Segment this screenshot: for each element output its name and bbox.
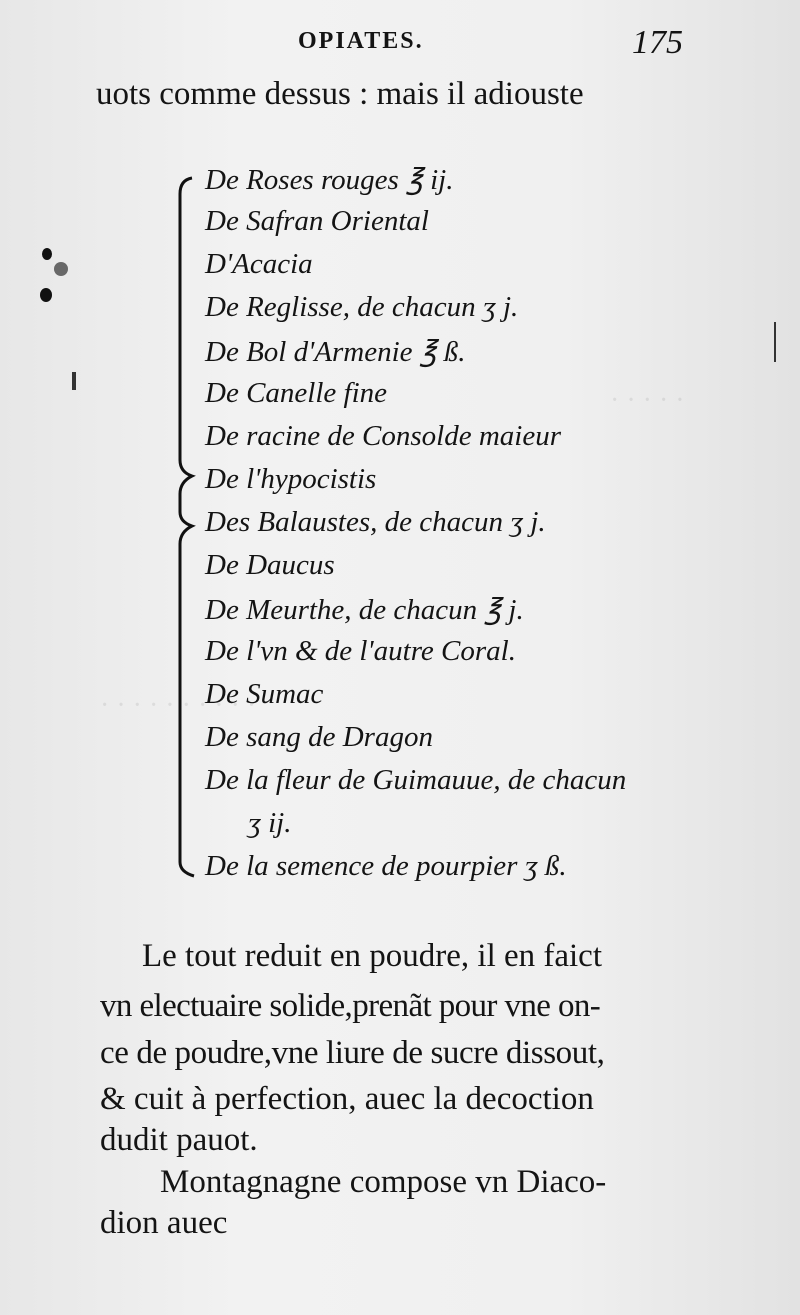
body-line: ce de poudre,vne liure de sucre dissout, [100,1035,605,1071]
body-line: & cuit à perfection, auec la decoction [100,1081,594,1117]
ingredient-line: De Meurthe, de chacun ℥ j. [205,594,524,626]
ingredient-line: D'Acacia [205,248,313,280]
body-line: dudit pauot. [100,1122,258,1158]
ingredient-line: ʒ ij. [248,807,292,839]
opening-line: uots comme dessus : mais il adiouste [96,76,584,112]
ingredient-line: De Roses rouges ℥ ij. [205,164,454,196]
ingredient-brace [170,160,210,890]
ingredient-line: De Safran Oriental [205,205,429,237]
ink-blot [42,248,52,260]
ingredient-line: Des Balaustes, de chacun ʒ j. [205,506,546,538]
ingredient-line: De l'vn & de l'autre Coral. [205,635,516,667]
page-number: 175 [632,24,683,61]
ink-mark [72,372,76,390]
ingredient-line: De la semence de pourpier ʒ ß. [205,850,567,882]
running-title: OPIATES. [298,28,424,54]
body-line: Montagnagne compose vn Diaco- [160,1164,607,1200]
ingredient-line: De Bol d'Armenie ℥ ß. [205,336,466,368]
ink-blot [54,262,68,276]
body-line: vn electuaire solide,prenãt pour vne on- [100,988,601,1024]
show-through-text: · · · · · · · · · · [100,690,257,721]
ingredient-line: De Canelle fine [205,377,388,409]
ink-blot [40,288,52,302]
ingredient-line: De l'hypocistis [205,463,377,495]
ingredient-line: De Daucus [205,549,335,581]
ingredient-line: De Sumac [205,678,324,710]
show-through-text: · · · · · [610,385,685,416]
body-line: dion auec [100,1205,228,1241]
body-line: Le tout reduit en poudre, il en faict [142,938,603,974]
ingredient-line: De sang de Dragon [205,721,433,753]
ink-mark [774,322,776,362]
ingredient-line: De Reglisse, de chacun ʒ j. [205,291,519,323]
ingredient-line: De la fleur de Guimauue, de chacun [205,764,627,796]
ingredient-line: De racine de Consolde maieur [205,420,561,452]
